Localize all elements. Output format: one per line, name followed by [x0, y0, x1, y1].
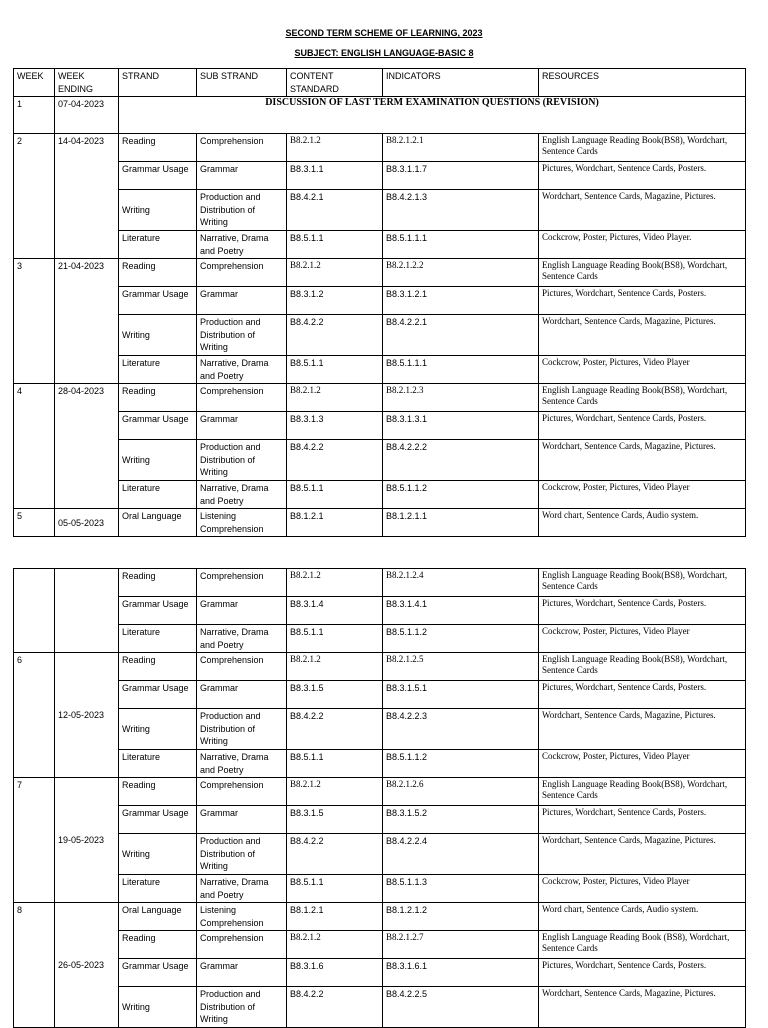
content-standard-cell: B8.2.1.2 [287, 384, 383, 412]
sub-strand-cell: Grammar [197, 287, 287, 315]
week-number: 6 [14, 653, 55, 778]
table-row [14, 190, 746, 231]
sub-strand-cell: Production and Distribution of Writing [197, 440, 287, 481]
header-week-ending: WEEK ENDING [55, 69, 119, 97]
content-standard-cell: B8.2.1.2 [287, 931, 383, 959]
sub-strand-cell: Grammar [197, 806, 287, 834]
strand-cell: Literature [119, 356, 197, 384]
indicator-cell: B8.2.1.2.2 [383, 259, 539, 287]
strand-cell: Literature [119, 875, 197, 903]
week-ending-date: 05-05-2023 [55, 509, 119, 537]
sub-strand-cell: Comprehension [197, 259, 287, 287]
sub-strand-cell: Comprehension [197, 778, 287, 806]
sub-strand-cell: Production and Distribution of Writing [197, 834, 287, 875]
sub-strand-cell: Listening Comprehension [197, 509, 287, 537]
table-row [14, 959, 746, 987]
resources-cell: Pictures, Wordchart, Sentence Cards, Posters. [539, 806, 746, 834]
content-standard-cell: B8.4.2.2 [287, 315, 383, 356]
indicator-cell: B8.4.2.2.5 [383, 987, 539, 1028]
resources-cell: English Language Reading Book(BS8), Wordchart, Sentence Cards [539, 384, 746, 412]
strand-cell: Grammar Usage [119, 287, 197, 315]
week-number: 5 [14, 509, 55, 537]
strand-cell: Reading [119, 259, 197, 287]
content-standard-cell: B8.1.2.1 [287, 509, 383, 537]
resources-cell: English Language Reading Book(BS8), Wordchart, Sentence Cards [539, 134, 746, 162]
strand-cell: Reading [119, 569, 197, 597]
indicator-cell: B8.5.1.1.2 [383, 481, 539, 509]
table-row [14, 259, 746, 287]
resources-cell: Wordchart, Sentence Cards, Magazine, Pictures. [539, 190, 746, 231]
resources-cell: Cockcrow, Poster, Pictures, Video Player [539, 356, 746, 384]
table-row [14, 569, 746, 597]
strand-cell: Literature [119, 750, 197, 778]
sub-strand-cell: Listening Comprehension [197, 903, 287, 931]
week-number: 7 [14, 778, 55, 903]
revision-banner: DISCUSSION OF LAST TERM EXAMINATION QUESTIONS (REVISION) [119, 97, 746, 134]
header-sub-strand: SUB STRAND [197, 69, 287, 97]
table-row [14, 903, 746, 931]
content-standard-cell: B8.5.1.1 [287, 625, 383, 653]
table-row [14, 287, 746, 315]
resources-cell: English Language Reading Book(BS8), Wordchart, Sentence Cards [539, 259, 746, 287]
resources-cell: Wordchart, Sentence Cards, Magazine, Pictures. [539, 834, 746, 875]
table-row [14, 231, 746, 259]
indicator-cell: B8.5.1.1.1 [383, 356, 539, 384]
indicator-cell: B8.5.1.1.2 [383, 625, 539, 653]
sub-strand-cell: Narrative, Drama and Poetry [197, 875, 287, 903]
content-standard-cell: B8.4.2.2 [287, 987, 383, 1028]
indicator-cell: B8.5.1.1.2 [383, 750, 539, 778]
indicator-cell: B8.2.1.2.3 [383, 384, 539, 412]
resources-cell: English Language Reading Book(BS8), Wordchart, Sentence Cards [539, 653, 746, 681]
strand-cell: Writing [119, 440, 197, 481]
table-row [14, 134, 746, 162]
content-standard-cell: B8.4.2.2 [287, 709, 383, 750]
indicator-cell: B8.2.1.2.6 [383, 778, 539, 806]
sub-strand-cell: Production and Distribution of Writing [197, 190, 287, 231]
table-row [14, 709, 746, 750]
table-row [14, 625, 746, 653]
strand-cell: Writing [119, 834, 197, 875]
sub-strand-cell: Production and Distribution of Writing [197, 315, 287, 356]
week-number: 4 [14, 384, 55, 509]
resources-cell: Cockcrow, Poster, Pictures, Video Player [539, 625, 746, 653]
sub-strand-cell: Narrative, Drama and Poetry [197, 231, 287, 259]
indicator-cell: B8.3.1.4.1 [383, 597, 539, 625]
resources-cell: Cockcrow, Poster, Pictures, Video Player [539, 481, 746, 509]
indicator-cell: B8.1.2.1.1 [383, 509, 539, 537]
sub-strand-cell: Production and Distribution of Writing [197, 987, 287, 1028]
table-row [14, 509, 746, 537]
content-standard-cell: B8.3.1.3 [287, 412, 383, 440]
week-ending-date: 19-05-2023 [55, 778, 119, 903]
resources-cell: Pictures, Wordchart, Sentence Cards, Posters. [539, 162, 746, 190]
resources-cell: Pictures, Wordchart, Sentence Cards, Posters. [539, 959, 746, 987]
content-standard-cell: B8.2.1.2 [287, 259, 383, 287]
sub-strand-cell: Comprehension [197, 931, 287, 959]
strand-cell: Writing [119, 709, 197, 750]
header-indicators: INDICATORS [383, 69, 539, 97]
resources-cell: Word chart, Sentence Cards, Audio system. [539, 509, 746, 537]
week-ending-date [55, 569, 119, 653]
resources-cell: Cockcrow, Poster, Pictures, Video Player [539, 875, 746, 903]
resources-cell: Word chart, Sentence Cards, Audio system. [539, 903, 746, 931]
table-row [14, 806, 746, 834]
table-row [14, 987, 746, 1028]
resources-cell: English Language Reading Book(BS8), Wordchart, Sentence Cards [539, 569, 746, 597]
resources-cell: English Language Reading Book (BS8), Wordchart, Sentence Cards [539, 931, 746, 959]
table-row [14, 931, 746, 959]
week-number: 2 [14, 134, 55, 259]
content-standard-cell: B8.3.1.6 [287, 959, 383, 987]
header-strand: STRAND [119, 69, 197, 97]
content-standard-cell: B8.3.1.5 [287, 806, 383, 834]
week-ending-date: 07-04-2023 [55, 97, 119, 134]
scheme-table-part-1 [13, 68, 746, 537]
resources-cell: Pictures, Wordchart, Sentence Cards, Posters. [539, 287, 746, 315]
content-standard-cell: B8.2.1.2 [287, 778, 383, 806]
sub-strand-cell: Production and Distribution of Writing [197, 709, 287, 750]
content-standard-cell: B8.3.1.5 [287, 681, 383, 709]
table-row [14, 315, 746, 356]
strand-cell: Oral Language [119, 509, 197, 537]
indicator-cell: B8.3.1.3.1 [383, 412, 539, 440]
content-standard-cell: B8.4.2.2 [287, 440, 383, 481]
strand-cell: Writing [119, 190, 197, 231]
table-row [14, 440, 746, 481]
indicator-cell: B8.3.1.6.1 [383, 959, 539, 987]
strand-cell: Reading [119, 931, 197, 959]
indicator-cell: B8.5.1.1.1 [383, 231, 539, 259]
indicator-cell: B8.4.2.2.4 [383, 834, 539, 875]
strand-cell: Writing [119, 987, 197, 1028]
indicator-cell: B8.3.1.2.1 [383, 287, 539, 315]
resources-cell: Cockcrow, Poster, Pictures, Video Player [539, 750, 746, 778]
content-standard-cell: B8.4.2.2 [287, 834, 383, 875]
document-title: SECOND TERM SCHEME OF LEARNING, 2023 [285, 28, 483, 38]
indicator-cell: B8.2.1.2.4 [383, 569, 539, 597]
content-standard-cell: B8.1.2.1 [287, 903, 383, 931]
sub-strand-cell: Grammar [197, 412, 287, 440]
strand-cell: Reading [119, 778, 197, 806]
strand-cell: Literature [119, 625, 197, 653]
strand-cell: Reading [119, 134, 197, 162]
resources-cell: Pictures, Wordchart, Sentence Cards, Posters. [539, 681, 746, 709]
indicator-cell: B8.2.1.2.1 [383, 134, 539, 162]
sub-strand-cell: Narrative, Drama and Poetry [197, 481, 287, 509]
sub-strand-cell: Comprehension [197, 384, 287, 412]
content-standard-cell: B8.3.1.2 [287, 287, 383, 315]
resources-cell: Wordchart, Sentence Cards, Magazine, Pictures. [539, 440, 746, 481]
table-row [14, 681, 746, 709]
resources-cell: Pictures, Wordchart, Sentence Cards, Posters. [539, 412, 746, 440]
strand-cell: Reading [119, 653, 197, 681]
content-standard-cell: B8.2.1.2 [287, 134, 383, 162]
strand-cell: Grammar Usage [119, 412, 197, 440]
resources-cell: English Language Reading Book(BS8), Wordchart, Sentence Cards [539, 778, 746, 806]
sub-strand-cell: Grammar [197, 162, 287, 190]
indicator-cell: B8.1.2.1.2 [383, 903, 539, 931]
table-row [14, 481, 746, 509]
resources-cell: Wordchart, Sentence Cards, Magazine, Pictures. [539, 709, 746, 750]
resources-cell: Pictures, Wordchart, Sentence Cards, Posters. [539, 597, 746, 625]
strand-cell: Grammar Usage [119, 162, 197, 190]
indicator-cell: B8.2.1.2.5 [383, 653, 539, 681]
table-row [14, 356, 746, 384]
table-row [14, 597, 746, 625]
table-row [14, 412, 746, 440]
indicator-cell: B8.4.2.2.1 [383, 315, 539, 356]
table-row [14, 162, 746, 190]
week-number [14, 569, 55, 653]
strand-cell: Grammar Usage [119, 597, 197, 625]
sub-strand-cell: Grammar [197, 597, 287, 625]
document-subject: SUBJECT: ENGLISH LANGUAGE-BASIC 8 [294, 48, 474, 58]
indicator-cell: B8.3.1.5.1 [383, 681, 539, 709]
indicator-cell: B8.4.2.1.3 [383, 190, 539, 231]
sub-strand-cell: Comprehension [197, 653, 287, 681]
week-number: 1 [14, 97, 55, 134]
scheme-table-part-2 [13, 568, 746, 1028]
indicator-cell: B8.3.1.5.2 [383, 806, 539, 834]
strand-cell: Grammar Usage [119, 806, 197, 834]
resources-cell: Wordchart, Sentence Cards, Magazine, Pictures. [539, 315, 746, 356]
table-row [14, 875, 746, 903]
strand-cell: Writing [119, 315, 197, 356]
content-standard-cell: B8.2.1.2 [287, 653, 383, 681]
strand-cell: Oral Language [119, 903, 197, 931]
sub-strand-cell: Narrative, Drama and Poetry [197, 356, 287, 384]
week-ending-date: 14-04-2023 [55, 134, 119, 259]
week-number: 8 [14, 903, 55, 1028]
table-row [14, 750, 746, 778]
header-week: WEEK [14, 69, 55, 97]
content-standard-cell: B8.2.1.2 [287, 569, 383, 597]
content-standard-cell: B8.5.1.1 [287, 356, 383, 384]
sub-strand-cell: Narrative, Drama and Poetry [197, 750, 287, 778]
indicator-cell: B8.2.1.2.7 [383, 931, 539, 959]
indicator-cell: B8.4.2.2.2 [383, 440, 539, 481]
week-ending-date: 12-05-2023 [55, 653, 119, 778]
sub-strand-cell: Comprehension [197, 569, 287, 597]
indicator-cell: B8.3.1.1.7 [383, 162, 539, 190]
content-standard-cell: B8.5.1.1 [287, 231, 383, 259]
table-row [14, 778, 746, 806]
content-standard-cell: B8.5.1.1 [287, 750, 383, 778]
indicator-cell: B8.4.2.2.3 [383, 709, 539, 750]
content-standard-cell: B8.3.1.1 [287, 162, 383, 190]
table-row [14, 384, 746, 412]
resources-cell: Wordchart, Sentence Cards, Magazine, Pictures. [539, 987, 746, 1028]
sub-strand-cell: Grammar [197, 959, 287, 987]
header-content-standard: CONTENT STANDARD [287, 69, 383, 97]
table-row [14, 834, 746, 875]
resources-cell: Cockcrow, Poster, Pictures, Video Player. [539, 231, 746, 259]
strand-cell: Literature [119, 231, 197, 259]
week-ending-date: 21-04-2023 [55, 259, 119, 384]
content-standard-cell: B8.4.2.1 [287, 190, 383, 231]
strand-cell: Reading [119, 384, 197, 412]
sub-strand-cell: Grammar [197, 681, 287, 709]
sub-strand-cell: Comprehension [197, 134, 287, 162]
header-resources: RESOURCES [539, 69, 746, 97]
content-standard-cell: B8.5.1.1 [287, 875, 383, 903]
strand-cell: Grammar Usage [119, 681, 197, 709]
week-ending-date: 28-04-2023 [55, 384, 119, 509]
indicator-cell: B8.5.1.1.3 [383, 875, 539, 903]
strand-cell: Literature [119, 481, 197, 509]
week-number: 3 [14, 259, 55, 384]
content-standard-cell: B8.3.1.4 [287, 597, 383, 625]
table-row [14, 653, 746, 681]
sub-strand-cell: Narrative, Drama and Poetry [197, 625, 287, 653]
strand-cell: Grammar Usage [119, 959, 197, 987]
content-standard-cell: B8.5.1.1 [287, 481, 383, 509]
week-ending-date: 26-05-2023 [55, 903, 119, 1028]
